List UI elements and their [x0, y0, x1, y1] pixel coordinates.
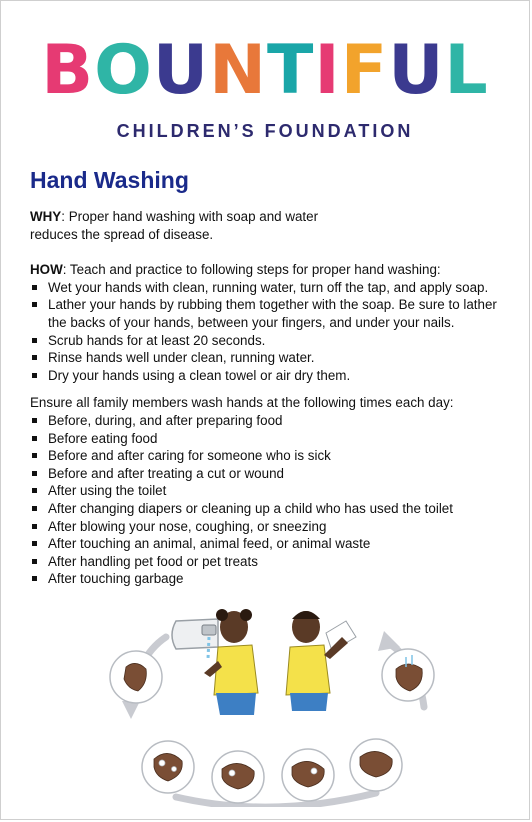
list-item: After touching garbage	[30, 570, 510, 588]
logo-letter: F	[340, 31, 389, 110]
logo-letter: T	[267, 31, 315, 110]
how-label: HOW	[30, 262, 63, 278]
logo-letter: N	[209, 31, 268, 110]
soap-bubble-icon	[159, 760, 165, 766]
list-item: Before and after treating a cut or wound	[30, 465, 510, 483]
child-drying-figure	[286, 611, 356, 711]
how-paragraph	[30, 261, 510, 279]
logo-letter: I	[314, 31, 341, 110]
soap-bubble-icon	[229, 770, 235, 776]
logo-letter: U	[152, 31, 210, 110]
handwashing-illustration	[106, 597, 436, 807]
why-paragraph	[30, 208, 360, 243]
how-text: : Teach and practice to following steps for proper hand washing:	[62, 262, 441, 278]
logo-letter: U	[388, 31, 445, 110]
list-item: After handling pet food or pet treats	[30, 553, 510, 571]
list-item: After using the toilet	[30, 482, 510, 500]
document-body	[30, 208, 510, 588]
logo-tagline: CHILDREN’S FOUNDATION	[116, 121, 414, 141]
logo-letter: O	[94, 31, 153, 110]
sink-icon	[172, 619, 218, 659]
list-item: Before and after caring for someone who is sick	[30, 447, 510, 465]
how-steps-list	[30, 279, 510, 385]
times-list	[30, 412, 510, 588]
soap-bubble-icon	[172, 767, 177, 772]
list-item: Before eating food	[30, 430, 510, 448]
list-item: Rinse hands well under clean, running water.	[30, 349, 510, 367]
bountiful-logo	[1, 31, 529, 110]
soap-bubble-icon	[311, 768, 317, 774]
page-title: Hand Washing	[30, 167, 189, 193]
list-item: After changing diapers or cleaning up a child who has used the toilet	[30, 500, 510, 518]
list-item: Scrub hands for at least 20 seconds.	[30, 332, 510, 350]
list-item: After touching an animal, animal feed, or animal waste	[30, 535, 510, 553]
ensure-paragraph: Ensure all family members wash hands at the following times each day:	[30, 395, 454, 411]
list-item: After blowing your nose, coughing, or sneezing	[30, 518, 510, 536]
logo-letter: L	[444, 31, 489, 110]
list-item: Lather your hands by rubbing them together with the soap. Be sure to lather the backs of your hands, between your fingers, and under your nails.	[30, 296, 510, 331]
list-item: Dry your hands using a clean towel or air dry them.	[30, 367, 510, 385]
logo-letter: B	[41, 31, 95, 110]
why-label: WHY	[30, 209, 62, 224]
list-item: Before, during, and after preparing food	[30, 412, 510, 430]
list-item: Wet your hands with clean, running water, turn off the tap, and apply soap.	[30, 279, 510, 297]
why-text: : Proper hand washing with soap and water reduces the spread of disease.	[30, 209, 319, 242]
